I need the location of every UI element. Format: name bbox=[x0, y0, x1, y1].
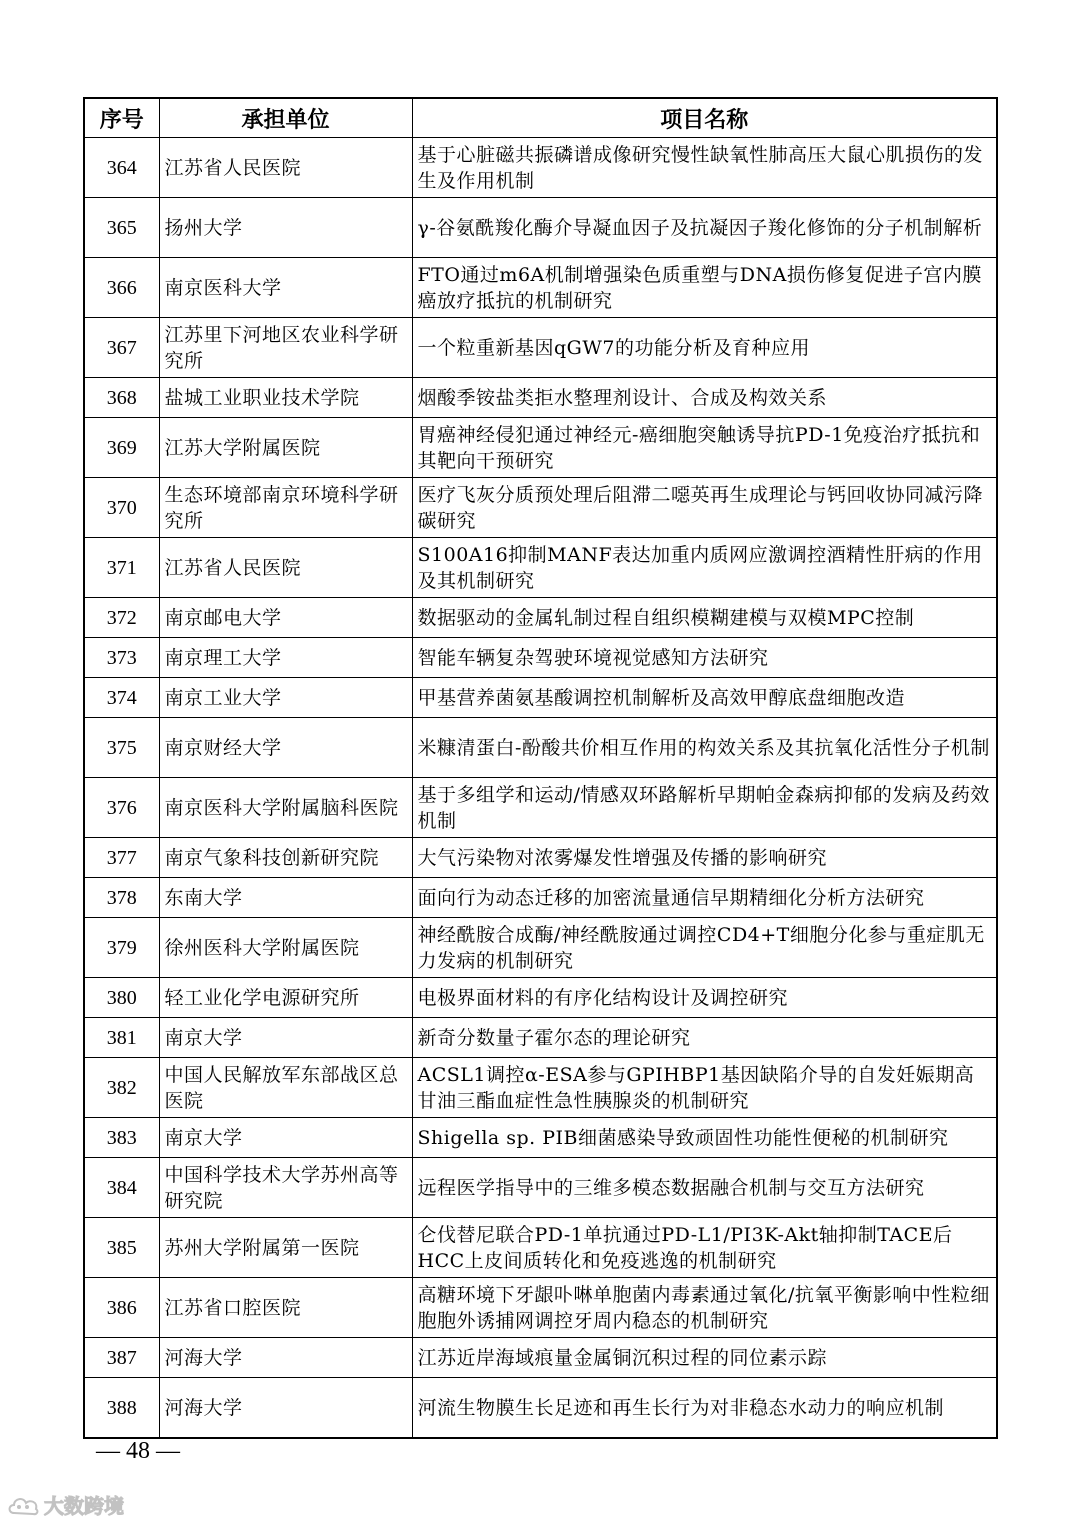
cell-responsible-unit: 中国科学技术大学苏州高等研究院 bbox=[159, 1158, 412, 1218]
cell-responsible-unit: 生态环境部南京环境科学研究所 bbox=[159, 478, 412, 538]
cell-serial-number: 385 bbox=[84, 1218, 159, 1278]
cell-serial-number: 381 bbox=[84, 1018, 159, 1058]
table-row bbox=[84, 1278, 997, 1338]
cell-responsible-unit: 盐城工业职业技术学院 bbox=[159, 378, 412, 418]
cell-project-name: 电极界面材料的有序化结构设计及调控研究 bbox=[412, 978, 997, 1018]
table-row bbox=[84, 598, 997, 638]
table-row bbox=[84, 1018, 997, 1058]
cell-serial-number: 374 bbox=[84, 678, 159, 718]
table-row bbox=[84, 318, 997, 378]
cell-project-name: 新奇分数量子霍尔态的理论研究 bbox=[412, 1018, 997, 1058]
cell-project-name: γ-谷氨酰羧化酶介导凝血因子及抗凝因子羧化修饰的分子机制解析 bbox=[412, 198, 997, 258]
cell-responsible-unit: 南京医科大学附属脑科医院 bbox=[159, 778, 412, 838]
cell-project-name: 大气污染物对浓雾爆发性增强及传播的影响研究 bbox=[412, 838, 997, 878]
table-row bbox=[84, 1218, 997, 1278]
cell-serial-number: 387 bbox=[84, 1338, 159, 1378]
cell-responsible-unit: 徐州医科大学附属医院 bbox=[159, 918, 412, 978]
table-row bbox=[84, 718, 997, 778]
cell-project-name: 江苏近岸海域痕量金属铜沉积过程的同位素示踪 bbox=[412, 1338, 997, 1378]
cell-serial-number: 386 bbox=[84, 1278, 159, 1338]
cell-responsible-unit: 河海大学 bbox=[159, 1338, 412, 1378]
cell-responsible-unit: 中国人民解放军东部战区总医院 bbox=[159, 1058, 412, 1118]
cell-project-name: 智能车辆复杂驾驶环境视觉感知方法研究 bbox=[412, 638, 997, 678]
cell-project-name: 基于心脏磁共振磷谱成像研究慢性缺氧性肺高压大鼠心肌损伤的发生及作用机制 bbox=[412, 138, 997, 198]
cell-project-name: 面向行为动态迁移的加密流量通信早期精细化分析方法研究 bbox=[412, 878, 997, 918]
cell-project-name: 高糖环境下牙龈卟啉单胞菌内毒素通过氧化/抗氧平衡影响中性粒细胞胞外诱捕网调控牙周内稳态的机制研究 bbox=[412, 1278, 997, 1338]
cell-responsible-unit: 江苏省人民医院 bbox=[159, 538, 412, 598]
cell-serial-number: 380 bbox=[84, 978, 159, 1018]
cell-project-name: 胃癌神经侵犯通过神经元-癌细胞突触诱导抗PD-1免疫治疗抵抗和其靶向干预研究 bbox=[412, 418, 997, 478]
table-row bbox=[84, 138, 997, 198]
cell-responsible-unit: 江苏里下河地区农业科学研究所 bbox=[159, 318, 412, 378]
cell-serial-number: 365 bbox=[84, 198, 159, 258]
cell-responsible-unit: 南京工业大学 bbox=[159, 678, 412, 718]
cell-serial-number: 377 bbox=[84, 838, 159, 878]
header-responsible-unit: 承担单位 bbox=[159, 98, 412, 138]
cell-project-name: 神经酰胺合成酶/神经酰胺通过调控CD4+T细胞分化参与重症肌无力发病的机制研究 bbox=[412, 918, 997, 978]
table-row bbox=[84, 978, 997, 1018]
cell-project-name: Shigella sp. PIB细菌感染导致顽固性功能性便秘的机制研究 bbox=[412, 1118, 997, 1158]
table-row bbox=[84, 1378, 997, 1439]
table-row bbox=[84, 778, 997, 838]
cell-project-name: 基于多组学和运动/情感双环路解析早期帕金森病抑郁的发病及药效机制 bbox=[412, 778, 997, 838]
table-row bbox=[84, 378, 997, 418]
table-row bbox=[84, 1118, 997, 1158]
cell-project-name: ACSL1调控α-ESA参与GPIHBP1基因缺陷介导的自发妊娠期高甘油三酯血症性急性胰腺炎的机制研究 bbox=[412, 1058, 997, 1118]
cell-responsible-unit: 江苏省人民医院 bbox=[159, 138, 412, 198]
cell-responsible-unit: 南京理工大学 bbox=[159, 638, 412, 678]
cell-project-name: 数据驱动的金属轧制过程自组织模糊建模与双模MPC控制 bbox=[412, 598, 997, 638]
cell-serial-number: 382 bbox=[84, 1058, 159, 1118]
cell-serial-number: 373 bbox=[84, 638, 159, 678]
cell-responsible-unit: 苏州大学附属第一医院 bbox=[159, 1218, 412, 1278]
cell-serial-number: 388 bbox=[84, 1378, 159, 1439]
cell-project-name: 烟酸季铵盐类拒水整理剂设计、合成及构效关系 bbox=[412, 378, 997, 418]
cell-serial-number: 376 bbox=[84, 778, 159, 838]
cell-responsible-unit: 扬州大学 bbox=[159, 198, 412, 258]
cell-serial-number: 368 bbox=[84, 378, 159, 418]
cell-serial-number: 379 bbox=[84, 918, 159, 978]
cell-responsible-unit: 南京大学 bbox=[159, 1018, 412, 1058]
cell-serial-number: 383 bbox=[84, 1118, 159, 1158]
cell-serial-number: 370 bbox=[84, 478, 159, 538]
watermark-text: 大数跨境 bbox=[44, 1494, 124, 1518]
table-row bbox=[84, 1338, 997, 1378]
cell-serial-number: 367 bbox=[84, 318, 159, 378]
cell-project-name: FTO通过m6A机制增强染色质重塑与DNA损伤修复促进子宫内膜癌放疗抵抗的机制研究 bbox=[412, 258, 997, 318]
cell-responsible-unit: 江苏大学附属医院 bbox=[159, 418, 412, 478]
table-row bbox=[84, 838, 997, 878]
cell-project-name: 仑伐替尼联合PD-1单抗通过PD-L1/PI3K-Akt轴抑制TACE后HCC上皮间质转化和免疫逃逸的机制研究 bbox=[412, 1218, 997, 1278]
cell-responsible-unit: 南京财经大学 bbox=[159, 718, 412, 778]
table-row bbox=[84, 418, 997, 478]
table-row bbox=[84, 878, 997, 918]
table-row bbox=[84, 678, 997, 718]
cell-responsible-unit: 江苏省口腔医院 bbox=[159, 1278, 412, 1338]
cell-serial-number: 369 bbox=[84, 418, 159, 478]
projects-table bbox=[83, 97, 998, 1439]
cell-project-name: S100A16抑制MANF表达加重内质网应激调控酒精性肝病的作用及其机制研究 bbox=[412, 538, 997, 598]
cell-serial-number: 364 bbox=[84, 138, 159, 198]
cell-responsible-unit: 河海大学 bbox=[159, 1378, 412, 1439]
table-row bbox=[84, 638, 997, 678]
header-project-name: 项目名称 bbox=[412, 98, 997, 138]
cell-project-name: 一个粒重新基因qGW7的功能分析及育种应用 bbox=[412, 318, 997, 378]
cell-serial-number: 384 bbox=[84, 1158, 159, 1218]
page-number: — 48 — bbox=[96, 1438, 180, 1464]
cell-project-name: 医疗飞灰分质预处理后阻滞二噁英再生成理论与钙回收协同减污降碳研究 bbox=[412, 478, 997, 538]
header-serial-number: 序号 bbox=[84, 98, 159, 138]
table-row bbox=[84, 1058, 997, 1118]
cell-serial-number: 371 bbox=[84, 538, 159, 598]
table-header-row bbox=[84, 98, 997, 138]
table-row bbox=[84, 538, 997, 598]
cell-responsible-unit: 轻工业化学电源研究所 bbox=[159, 978, 412, 1018]
cell-project-name: 远程医学指导中的三维多模态数据融合机制与交互方法研究 bbox=[412, 1158, 997, 1218]
cell-serial-number: 366 bbox=[84, 258, 159, 318]
table-row bbox=[84, 198, 997, 258]
cell-responsible-unit: 东南大学 bbox=[159, 878, 412, 918]
cloud-logo-icon bbox=[6, 1493, 40, 1517]
table-row bbox=[84, 478, 997, 538]
cell-project-name: 甲基营养菌氨基酸调控机制解析及高效甲醇底盘细胞改造 bbox=[412, 678, 997, 718]
table-row bbox=[84, 1158, 997, 1218]
cell-responsible-unit: 南京气象科技创新研究院 bbox=[159, 838, 412, 878]
table-row bbox=[84, 258, 997, 318]
cell-serial-number: 378 bbox=[84, 878, 159, 918]
cell-responsible-unit: 南京大学 bbox=[159, 1118, 412, 1158]
cell-responsible-unit: 南京邮电大学 bbox=[159, 598, 412, 638]
table-row bbox=[84, 918, 997, 978]
watermark bbox=[6, 1490, 124, 1519]
table-body bbox=[84, 138, 997, 1439]
cell-serial-number: 372 bbox=[84, 598, 159, 638]
cell-serial-number: 375 bbox=[84, 718, 159, 778]
cell-project-name: 河流生物膜生长足迹和再生长行为对非稳态水动力的响应机制 bbox=[412, 1378, 997, 1439]
cell-responsible-unit: 南京医科大学 bbox=[159, 258, 412, 318]
cell-project-name: 米糠清蛋白-酚酸共价相互作用的构效关系及其抗氧化活性分子机制 bbox=[412, 718, 997, 778]
